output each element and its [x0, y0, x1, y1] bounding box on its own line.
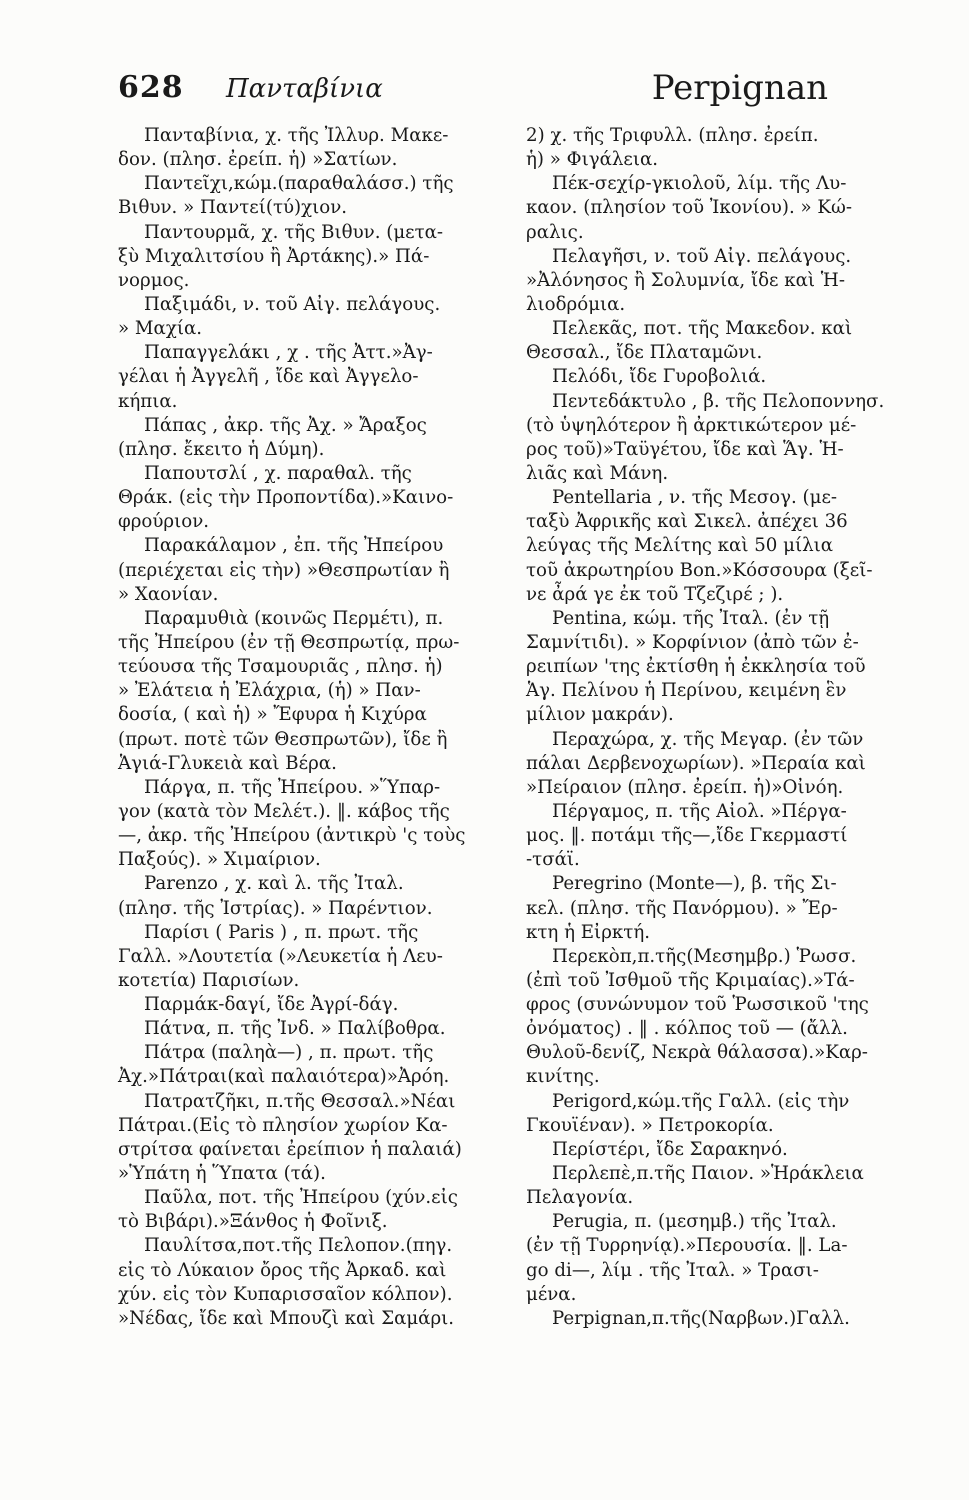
text-line: Πέργαμος, π. τῆς Αἰολ. »Πέργα- [552, 800, 847, 822]
text-line: ὀνόματος) . ‖ . κόλπος τοῦ — (ἄλλ. [526, 1018, 848, 1040]
text-line: Πάργα, π. τῆς Ἠπείρου. »Ὕπαρ- [144, 776, 441, 798]
text-line: καον. (πλησίον τοῦ Ἰκονίου). » Κώ- [526, 197, 852, 219]
text-line: Παραμυθιὰ (κοινῶς Περμέτι), π. [144, 607, 444, 629]
text-line: κήπια. [118, 390, 178, 412]
text-line: λιᾶς καὶ Μάνη. [526, 462, 669, 484]
text-line: ρος τοῦ)»Ταϋγέτου, ἴδε καὶ Ἅγ. Ἡ- [526, 438, 844, 460]
text-line: Πελαγονία. [526, 1187, 634, 1209]
text-line: »Πείραιον (πλησ. ἐρείπ. ἡ)»Οἰνόη. [526, 776, 844, 798]
text-line: Γκουϊέναν). » Πετροκορία. [526, 1114, 774, 1136]
text-line: γον (κατὰ τὸν Μελέτ.). ‖. κάβος τῆς [118, 800, 450, 822]
right-column [526, 124, 946, 1331]
text-line: Πελεκᾶς, ποτ. τῆς Μακεδον. καὶ [552, 318, 853, 340]
text-line: Περεκὸπ,π.τῆς(Μεσημβρ.) Ῥωσσ. [552, 945, 857, 967]
text-line: Παπαγγελάκι , χ . τῆς Ἀττ.»Ἀγ- [144, 342, 433, 364]
text-line: νε ἆρά γε ἐκ τοῦ Τζεζιρέ ; ). [526, 583, 784, 605]
page-number: 628 [118, 70, 184, 105]
text-line: Παντουρμᾶ, χ. τῆς Βιθυν. (μετα- [144, 221, 444, 243]
text-line: Παρίσι ( Paris ) , π. πρωτ. τῆς [144, 921, 419, 943]
text-line: δοσία, ( καὶ ἡ) » Ἔφυρα ἡ Κιχύρα [118, 704, 427, 726]
text-line: Πανταβίνια, χ. τῆς Ἰλλυρ. Μακε- [144, 125, 449, 146]
guide-word: Perpignan [651, 68, 828, 108]
text-line: Perigord,κώμ.τῆς Γαλλ. (εἰς τὴν [552, 1090, 850, 1112]
text-line: Παρακάλαμον , ἐπ. τῆς Ἠπείρου [144, 535, 444, 557]
text-line: ραλις. [526, 221, 584, 243]
text-line: (πλησ. ἔκειτο ἡ Δύμη). [118, 438, 325, 460]
text-line: Πελόδι, ἴδε Γυροβολιά. [552, 366, 767, 388]
text-line: τὸ Βιβάρι).»Ξάνθος ἡ Φοῖνιξ. [118, 1211, 388, 1233]
text-line: γέλαι ἡ Ἀγγελῆ , ἴδε καὶ Ἀγγελο- [118, 366, 419, 388]
text-line: Σαμνίτιδι). » Κορφίνιον (ἀπὸ τῶν ἐ- [526, 631, 859, 653]
text-line: μος. ‖. ποτάμι τῆς—,ἴδε Γκερμαστί [526, 825, 848, 847]
text-line: Περίστέρι, ἴδε Σαρακηνό. [552, 1138, 788, 1160]
text-line: Θυλοῦ-δενίζ, Νεκρὰ θάλασσα).»Καρ- [526, 1042, 868, 1064]
text-line: Ἁγιά-Γλυκειὰ καὶ Βέρα. [118, 752, 337, 774]
text-line: (πλησ. τῆς Ἰστρίας). » Παρέντιον. [118, 897, 433, 919]
text-line: Παυλίτσα,ποτ.τῆς Πελοπον.(πηγ. [144, 1235, 453, 1257]
text-line: Παῦλα, ποτ. τῆς Ἠπείρου (χύν.εἰς [144, 1187, 458, 1209]
text-line: εἰς τὸ Λύκαιον ὄρος τῆς Ἀρκαδ. καὶ [118, 1259, 447, 1281]
text-line: Peregrino (Monte—), β. τῆς Σι- [552, 873, 837, 895]
text-line: πάλαι Δερβενοχωρίων). »Περαία καὶ [526, 752, 866, 774]
text-line: Ἀχ.»Πάτραι(καὶ παλαιότερα)»Ἀρόη. [118, 1066, 450, 1088]
text-line: (τὸ ὑψηλότερον ἢ ἀρκτικώτερον μέ- [526, 414, 857, 436]
text-line: Πάπας , ἀκρ. τῆς Ἀχ. » Ἄραξος [144, 414, 427, 436]
text-line: Πάτνα, π. τῆς Ἰνδ. » Παλίβοθρα. [144, 1018, 446, 1040]
text-line: Πάτρα (παληὰ—) , π. πρωτ. τῆς [144, 1042, 434, 1064]
text-line: Γαλλ. »Λουτετία (»Λευκετία ἡ Λευ- [118, 945, 443, 967]
text-line: Πάτραι.(Εἰς τὸ πλησίον χωρίον Κα- [118, 1114, 448, 1136]
text-line: κινίτης. [526, 1066, 600, 1088]
text-line: Περλεπὲ,π.τῆς Παιον. »Ἡράκλεια [552, 1163, 864, 1185]
text-line: κτη ἡ Εἰρκτή. [526, 921, 650, 943]
text-line: Pentellaria , ν. τῆς Μεσογ. (με- [552, 487, 838, 509]
text-line: ρειπίων 'της ἐκτίσθη ἡ ἐκκλησία τοῦ [526, 656, 866, 678]
text-line: —, ἀκρ. τῆς Ἠπείρου (ἀντικρὺ 'ς τοὺς [118, 825, 466, 847]
text-line: »Νέδας, ἴδε καὶ Μπουζὶ καὶ Σαμάρι. [118, 1307, 455, 1329]
text-line: Θράκ. (εἰς τὴν Προποντίδα).»Καινο- [118, 487, 454, 509]
text-line: Παπουτσλί , χ. παραθαλ. τῆς [144, 462, 412, 484]
text-line: Πέκ-σεχίρ-γκιολοῦ, λίμ. τῆς Λυ- [552, 173, 847, 195]
text-line: μένα. [526, 1283, 577, 1305]
left-column [118, 124, 503, 1331]
text-line: Περαχώρα, χ. τῆς Μεγαρ. (ἐν τῶν [552, 728, 864, 750]
text-line: 2) χ. τῆς Τριφυλλ. (πλησ. ἐρείπ. [526, 125, 819, 146]
text-line: »Ὑπάτη ἡ Ὕπατα (τά). [118, 1163, 326, 1185]
text-line: Πελαγῆσι, ν. τοῦ Αἰγ. πελάγους. [552, 245, 852, 267]
text-line: Πατρατζῆκι, π.τῆς Θεσσαλ.»Νέαι [144, 1090, 456, 1112]
running-head: Πανταβίνια [226, 74, 383, 104]
text-line: τῆς Ἠπείρου (ἐν τῇ Θεσπρωτίᾳ, πρω- [118, 631, 460, 653]
text-line: Παξούς). » Χιμαίριον. [118, 849, 321, 871]
text-line: Βιθυν. » Παντεί(τύ)χιον. [118, 197, 348, 219]
text-line: Παρμάκ-δαγί, ἴδε Ἀγρί-δάγ. [144, 994, 399, 1016]
text-line: go di—, λίμ . τῆς Ἰταλ. » Τρασι- [526, 1259, 819, 1281]
text-line: κελ. (πλησ. τῆς Πανόρμου). » Ἔρ- [526, 897, 838, 919]
text-line: Parenzo , χ. καὶ λ. τῆς Ἰταλ. [144, 873, 404, 895]
text-line: Perpignan,π.τῆς(Ναρβων.)Γαλλ. [552, 1307, 850, 1329]
text-line: Perugia, π. (μεσημβ.) τῆς Ἰταλ. [552, 1211, 837, 1233]
page-header [118, 68, 828, 118]
text-line: -τσάϊ. [526, 849, 580, 871]
text-line: ξὺ Μιχαλιτσίου ἢ Ἀρτάκης).» Πά- [118, 245, 430, 267]
text-line: δον. (πλησ. ἐρείπ. ἡ) »Σατίων. [118, 149, 398, 171]
text-line: (περιέχεται εἰς τὴν) »Θεσπρωτίαν ἢ [118, 559, 450, 581]
text-line: ἡ) » Φιγάλεια. [526, 149, 659, 171]
text-line: νορμος. [118, 269, 190, 291]
text-line: » Ἐλάτεια ἡ Ἐλάχρια, (ἡ) » Παν- [118, 680, 421, 702]
text-line: Pentina, κώμ. τῆς Ἰταλ. (ἐν τῇ [552, 607, 830, 629]
text-line: ταξὺ Ἀφρικῆς καὶ Σικελ. ἀπέχει 36 [526, 511, 848, 533]
text-line: »Ἀλόνησος ἢ Σολυμνία, ἴδε καὶ Ἡ- [526, 269, 845, 291]
text-line: Πεντεδάκτυλο , β. τῆς Πελοποννησ. [552, 390, 885, 412]
text-line: φρος (συνώνυμον τοῦ Ῥωσσικοῦ 'της [526, 994, 869, 1016]
text-line: μίλιον μακράν). [526, 704, 674, 726]
text-line: » Μαχία. [118, 318, 203, 340]
text-line: στρίτσα φαίνεται ἐρείπιον ἡ παλαιά) [118, 1138, 462, 1160]
text-line: Παντεῖχι,κώμ.(παραθαλάσσ.) τῆς [144, 173, 454, 195]
text-line: χύν. εἰς τὸν Κυπαρισσαῖον κόλπον). [118, 1283, 453, 1305]
text-line: τεύουσα τῆς Τσαμουριᾶς , πλησ. ἡ) [118, 656, 443, 678]
text-line: Παξιμάδι, ν. τοῦ Αἰγ. πελάγους. [144, 293, 441, 315]
text-line: (ἐν τῇ Τυρρηνίᾳ).»Περουσία. ‖. La- [526, 1235, 848, 1257]
text-line: (πρωτ. ποτὲ τῶν Θεσπρωτῶν), ἴδε ἢ [118, 728, 448, 750]
text-line: κοτετία) Παρισίων. [118, 969, 300, 991]
text-line: (ἐπὶ τοῦ Ἰσθμοῦ τῆς Κριμαίας).»Τά- [526, 969, 855, 991]
text-line: λιοδρόμια. [526, 293, 626, 315]
text-line: λεύγας τῆς Μελίτης καὶ 50 μίλια [526, 535, 834, 557]
text-line: τοῦ ἀκρωτηρίου Bon.»Κόσσουρα (ξεῖ- [526, 559, 873, 581]
text-line: Θεσσαλ., ἴδε Πλαταμῶνι. [526, 342, 763, 364]
text-line: » Χαονίαν. [118, 583, 219, 605]
text-line: φρούριον. [118, 511, 210, 533]
text-line: Ἁγ. Πελίνου ἡ Περίνου, κειμένη ἓν [526, 680, 847, 702]
